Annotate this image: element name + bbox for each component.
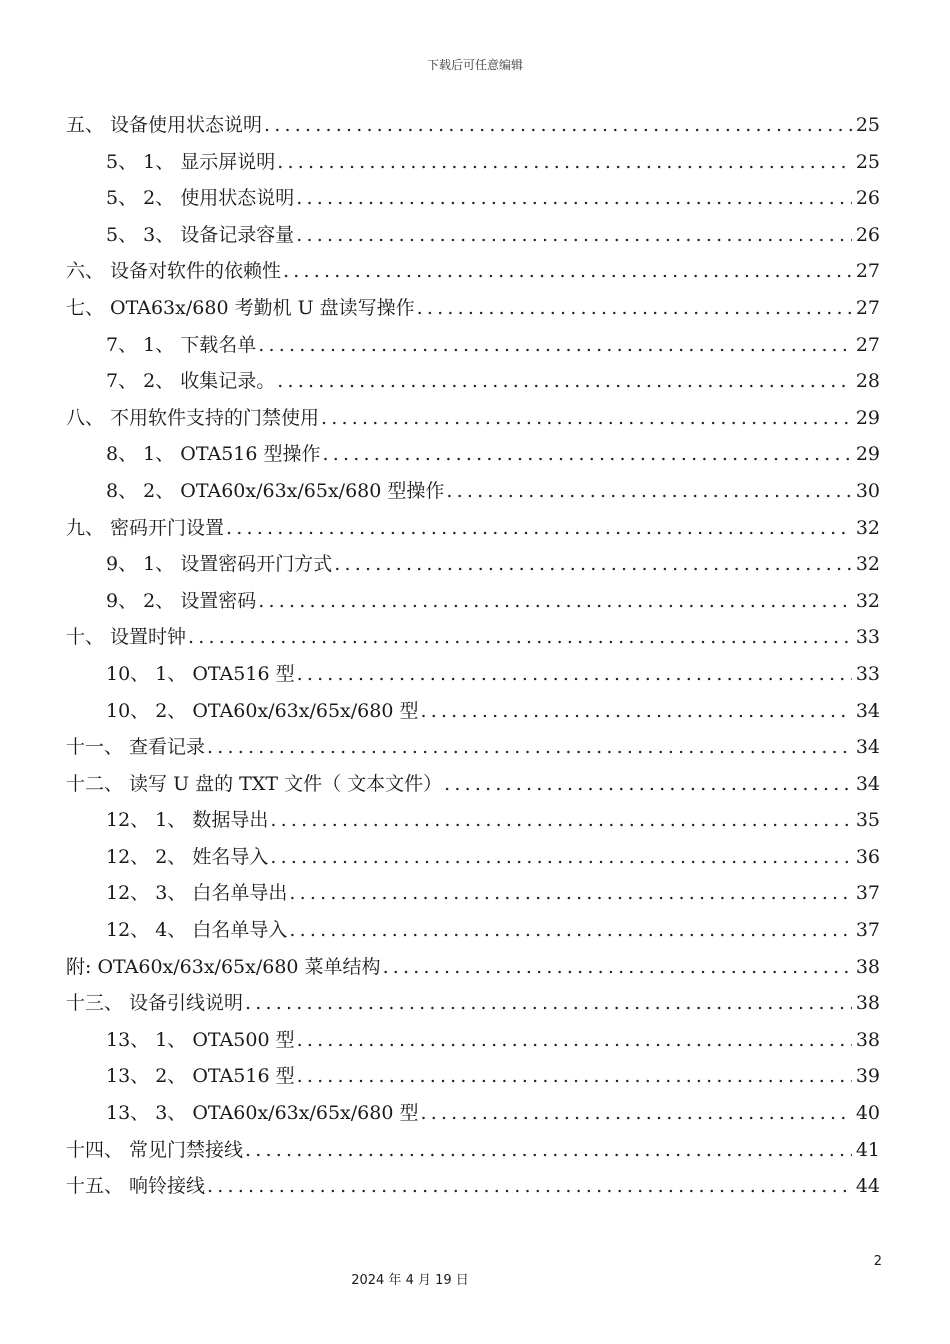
toc-leader-dots — [420, 700, 851, 722]
toc-entry[interactable] — [66, 1171, 880, 1208]
toc-entry[interactable] — [66, 805, 880, 842]
toc-entry-title: 十二、 读写 U 盘的 TXT 文件（ 文本文件） — [66, 772, 443, 795]
toc-leader-dots — [297, 663, 852, 685]
toc-leader-dots — [277, 370, 852, 392]
toc-leader-dots — [270, 846, 851, 868]
toc-leader-dots — [334, 553, 852, 575]
toc-leader-dots — [321, 407, 852, 429]
toc-entry-title: 十、 设置时钟 — [66, 626, 187, 649]
toc-entry-title: 五、 设备使用状态说明 — [66, 114, 263, 136]
toc-entry[interactable] — [66, 1025, 880, 1062]
toc-entry-title: 六、 设备对软件的依赖性 — [66, 260, 282, 283]
toc-entry[interactable] — [66, 1098, 880, 1135]
toc-entry-page: 27 — [855, 296, 880, 319]
toc-entry-page: 38 — [855, 992, 880, 1015]
toc-entry[interactable] — [66, 696, 880, 733]
toc-entry-title: 13、 2、 OTA516 型 — [106, 1065, 295, 1088]
toc-entry-title: 8、 1、 OTA516 型操作 — [106, 443, 321, 466]
toc-entry-page: 32 — [855, 553, 880, 576]
toc-entry[interactable] — [66, 988, 880, 1025]
toc-entry-page: 44 — [855, 1175, 880, 1198]
toc-entry[interactable] — [66, 915, 880, 952]
toc-entry[interactable] — [66, 732, 880, 769]
toc-entry[interactable] — [66, 549, 880, 586]
toc-leader-dots — [323, 443, 852, 465]
toc-entry-page: 26 — [855, 187, 880, 210]
toc-entry[interactable] — [66, 476, 880, 513]
toc-entry[interactable] — [66, 842, 880, 879]
footer-date: 2024 年 4 月 19 日 — [351, 1273, 469, 1288]
toc-leader-dots — [245, 992, 852, 1014]
toc-entry-page: 40 — [855, 1102, 880, 1125]
toc-leader-dots — [283, 260, 852, 282]
toc-entry-page: 39 — [855, 1065, 880, 1088]
toc-leader-dots — [258, 590, 852, 612]
toc-leader-dots — [207, 736, 852, 758]
toc-entry[interactable] — [66, 220, 880, 257]
toc-entry[interactable] — [66, 1061, 880, 1098]
toc-leader-dots — [444, 773, 852, 795]
toc-leader-dots — [289, 919, 851, 941]
toc-leader-dots — [258, 334, 852, 356]
toc-leader-dots — [277, 151, 852, 173]
page-number: 2 — [873, 1254, 882, 1269]
toc-entry-page: 36 — [855, 845, 880, 868]
toc-entry-page: 37 — [855, 882, 880, 905]
toc-entry-page: 34 — [855, 736, 880, 759]
toc-entry-page: 38 — [855, 1028, 880, 1051]
toc-entry-page: 34 — [855, 772, 880, 795]
toc-entry-page: 26 — [855, 223, 880, 246]
toc-entry-title: 附: OTA60x/63x/65x/680 菜单结构 — [66, 955, 381, 978]
toc-entry-title: 13、 1、 OTA500 型 — [106, 1028, 295, 1051]
toc-entry-title: 7、 2、 收集记录。 — [106, 370, 276, 393]
toc-entry-page: 32 — [855, 589, 880, 612]
toc-entry-page: 35 — [855, 809, 880, 832]
toc-leader-dots — [296, 187, 852, 209]
toc-entry-title: 12、 2、 姓名导入 — [106, 845, 269, 868]
toc-entry-page: 41 — [855, 1138, 880, 1161]
toc-entry-page: 38 — [855, 955, 880, 978]
toc-entry[interactable] — [66, 513, 880, 550]
toc-entry-page: 30 — [855, 479, 880, 502]
toc-entry-title: 12、 1、 数据导出 — [106, 809, 269, 832]
toc-entry-title: 十五、 响铃接线 — [66, 1175, 206, 1198]
toc-leader-dots — [270, 809, 851, 831]
toc-entry[interactable] — [66, 952, 880, 989]
toc-leader-dots — [383, 956, 852, 978]
toc-leader-dots — [207, 1175, 852, 1197]
page-header: 下载后可任意编辑 — [426, 58, 523, 72]
toc-leader-dots — [297, 1029, 852, 1051]
toc-entry-page: 29 — [855, 443, 880, 466]
toc-entry-title: 8、 2、 OTA60x/63x/65x/680 型操作 — [106, 479, 445, 502]
toc-leader-dots — [446, 480, 851, 502]
toc-entry-title: 13、 3、 OTA60x/63x/65x/680 型 — [106, 1102, 419, 1125]
toc-leader-dots — [226, 517, 852, 539]
toc-leader-dots — [289, 882, 851, 904]
toc-entry[interactable] — [66, 622, 880, 659]
toc-entry-page: 28 — [855, 370, 880, 393]
toc-entry-page: 32 — [855, 516, 880, 539]
toc-entry[interactable] — [66, 256, 880, 293]
toc-entry-title: 9、 1、 设置密码开门方式 — [106, 553, 333, 576]
toc-entry[interactable] — [66, 659, 880, 696]
toc-entry-page: 27 — [855, 260, 880, 283]
toc-entry[interactable] — [66, 330, 880, 367]
toc-entry[interactable] — [66, 878, 880, 915]
toc-entry-title: 十一、 查看记录 — [66, 736, 206, 759]
toc-entry-title: 12、 3、 白名单导出 — [106, 882, 288, 905]
toc-entry-page: 25 — [855, 150, 880, 173]
toc-entry-title: 10、 1、 OTA516 型 — [106, 662, 295, 685]
toc-leader-dots — [417, 297, 852, 319]
toc-leader-dots — [188, 626, 852, 648]
toc-entry-page: 33 — [855, 626, 880, 649]
toc-entry[interactable] — [66, 293, 880, 330]
toc-entry[interactable] — [66, 366, 880, 403]
toc-entry[interactable] — [66, 769, 880, 806]
toc-entry-page: 34 — [855, 699, 880, 722]
toc-leader-dots — [297, 1065, 852, 1087]
toc-entry-title: 十四、 常见门禁接线 — [66, 1138, 244, 1161]
toc-entry-title: 5、 2、 使用状态说明 — [106, 187, 295, 210]
toc-entry[interactable] — [66, 183, 880, 220]
toc-entry-page: 37 — [855, 919, 880, 942]
toc-entry-title: 十三、 设备引线说明 — [66, 992, 244, 1015]
toc-entry-page: 27 — [855, 333, 880, 356]
toc-entry[interactable] — [66, 586, 880, 623]
table-of-contents — [66, 110, 880, 1208]
toc-entry[interactable] — [66, 439, 880, 476]
toc-entry-title: 八、 不用软件支持的门禁使用 — [66, 406, 320, 429]
toc-entry-title: 5、 3、 设备记录容量 — [106, 223, 295, 246]
toc-leader-dots — [264, 114, 852, 136]
toc-entry-title: 9、 2、 设置密码 — [106, 589, 257, 612]
toc-entry-title: 5、 1、 显示屏说明 — [106, 150, 276, 173]
toc-entry-page: 29 — [855, 406, 880, 429]
toc-entry-title: 10、 2、 OTA60x/63x/65x/680 型 — [106, 699, 419, 722]
toc-leader-dots — [420, 1102, 851, 1124]
toc-entry-page: 33 — [855, 662, 880, 685]
toc-entry-title: 七、 OTA63x/680 考勤机 U 盘读写操作 — [66, 296, 415, 319]
toc-entry-page: 25 — [855, 114, 880, 136]
toc-entry[interactable] — [66, 1135, 880, 1172]
toc-entry[interactable] — [66, 110, 880, 147]
toc-leader-dots — [296, 224, 852, 246]
toc-leader-dots — [245, 1139, 852, 1161]
toc-entry-title: 九、 密码开门设置 — [66, 516, 225, 539]
toc-entry[interactable] — [66, 403, 880, 440]
toc-entry-title: 12、 4、 白名单导入 — [106, 919, 288, 942]
toc-entry-title: 7、 1、 下载名单 — [106, 333, 257, 356]
toc-entry[interactable] — [66, 147, 880, 184]
